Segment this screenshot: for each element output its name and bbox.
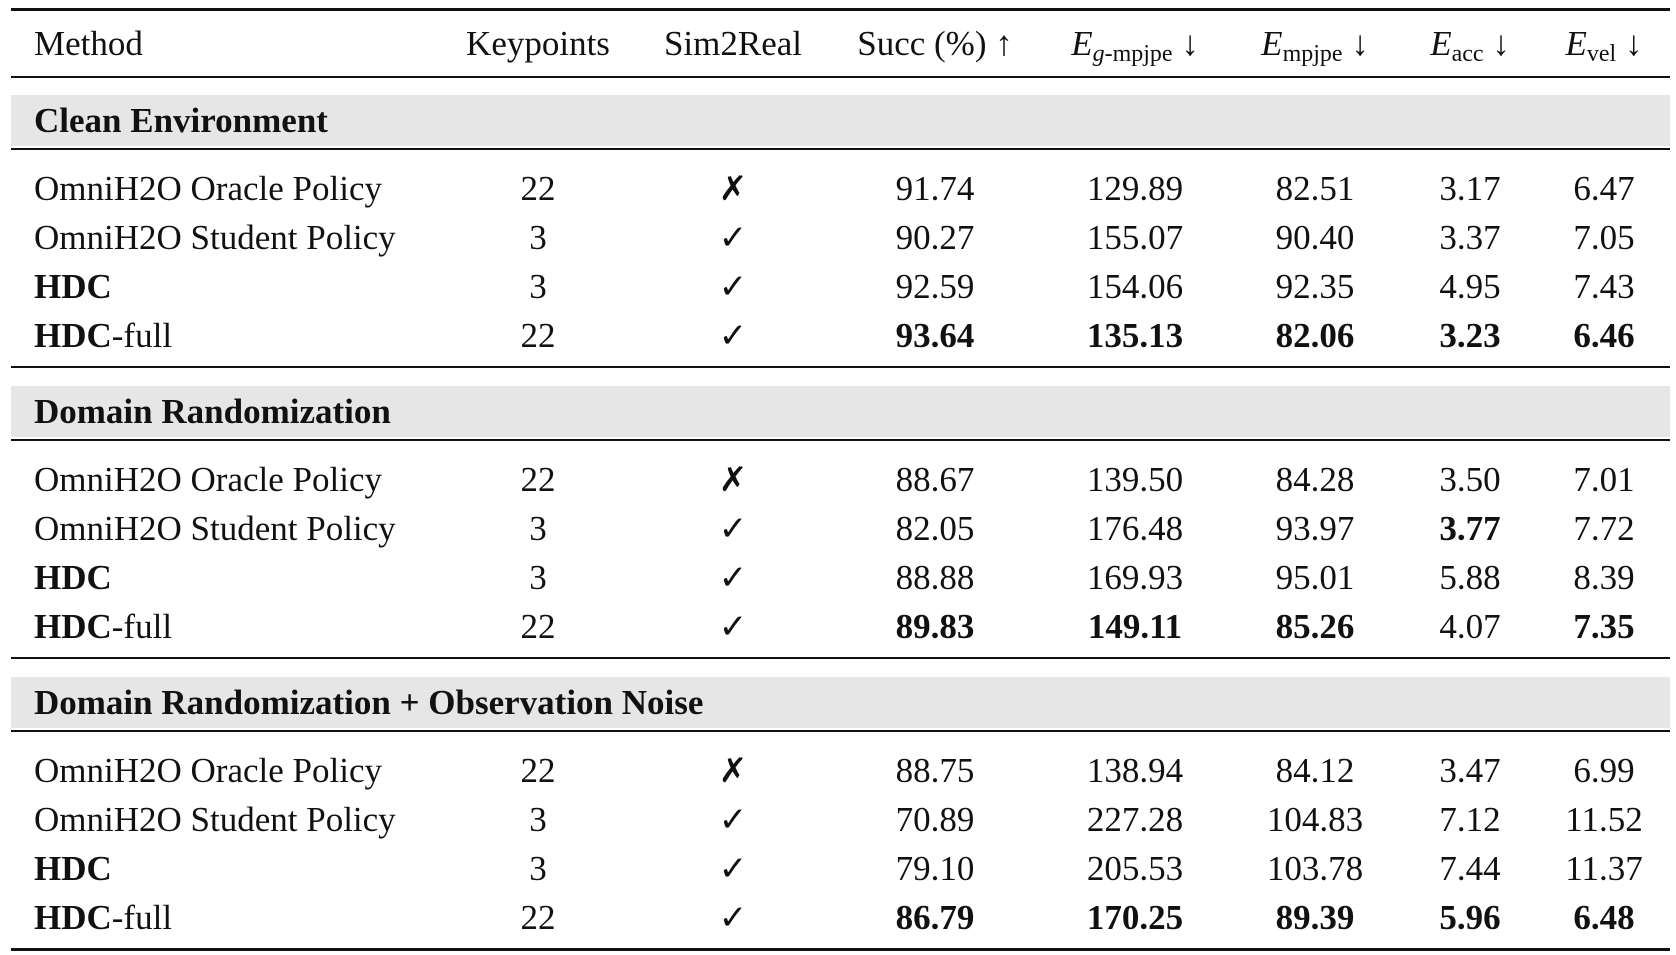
eacc-cell: 3.17 <box>1439 169 1501 208</box>
method-name-bold: HDC <box>34 267 112 306</box>
sim2real-cell <box>640 747 826 795</box>
sim2real-cell <box>640 505 826 553</box>
check-icon: ✓ <box>718 607 748 647</box>
evel-cell: 11.37 <box>1565 849 1643 888</box>
section-end-rule <box>11 657 1670 659</box>
keypoints-cell: 22 <box>520 898 556 937</box>
method-cell <box>34 312 172 360</box>
eacc-cell: 3.77 <box>1439 509 1501 548</box>
sim2real-cell <box>640 456 826 504</box>
succ-cell: 70.89 <box>895 800 975 839</box>
eg-cell: 169.93 <box>1086 558 1184 597</box>
empjpe-cell: 92.35 <box>1275 267 1355 306</box>
method-cell <box>34 845 112 893</box>
eacc-cell: 7.44 <box>1439 849 1501 888</box>
sim2real-cell <box>640 603 826 651</box>
empjpe-cell: 90.40 <box>1275 218 1355 257</box>
method-name: OmniH2O Oracle Policy <box>34 751 382 790</box>
check-icon: ✓ <box>718 849 748 889</box>
succ-cell: 82.05 <box>895 509 975 548</box>
section-rule <box>11 439 1670 441</box>
evel-cell: 11.52 <box>1565 800 1643 839</box>
cross-icon: ✗ <box>718 460 748 500</box>
bottom-rule <box>11 948 1670 951</box>
method-name: -full <box>111 898 173 937</box>
eg-cell: 205.53 <box>1086 849 1184 888</box>
sim2real-cell <box>640 312 826 360</box>
eg-cell: 135.13 <box>1086 316 1184 355</box>
empjpe-cell: 93.97 <box>1275 509 1355 548</box>
eacc-cell: 3.37 <box>1439 218 1501 257</box>
header-e-g-mpjpe: $E_{g-mpjpe}$ ↓ <box>1071 24 1199 67</box>
evel-cell: 7.35 <box>1573 607 1635 646</box>
empjpe-cell: 103.78 <box>1266 849 1364 888</box>
check-icon: ✓ <box>718 800 748 840</box>
keypoints-cell: 3 <box>529 558 547 597</box>
method-name-bold: HDC <box>34 898 112 937</box>
method-name: OmniH2O Student Policy <box>34 218 396 257</box>
header-sim2real: Sim2Real <box>663 24 803 63</box>
eacc-cell: 4.95 <box>1439 267 1501 306</box>
check-icon: ✓ <box>718 316 748 356</box>
empjpe-cell: 89.39 <box>1275 898 1355 937</box>
cross-icon: ✗ <box>718 169 748 209</box>
eg-cell: 155.07 <box>1086 218 1184 257</box>
empjpe-cell: 84.12 <box>1275 751 1355 790</box>
method-cell <box>34 554 112 602</box>
eg-cell: 129.89 <box>1086 169 1184 208</box>
empjpe-cell: 104.83 <box>1266 800 1364 839</box>
evel-cell: 8.39 <box>1573 558 1635 597</box>
keypoints-cell: 22 <box>520 751 556 790</box>
method-cell <box>34 263 112 311</box>
method-cell <box>34 747 382 795</box>
evel-cell: 7.72 <box>1573 509 1635 548</box>
sim2real-cell <box>640 263 826 311</box>
eacc-cell: 3.47 <box>1439 751 1501 790</box>
succ-cell: 79.10 <box>895 849 975 888</box>
method-name-bold: HDC <box>34 607 112 646</box>
section-rule <box>11 730 1670 732</box>
method-name: OmniH2O Student Policy <box>34 509 396 548</box>
eacc-cell: 3.23 <box>1439 316 1501 355</box>
empjpe-cell: 82.51 <box>1275 169 1355 208</box>
evel-cell: 7.43 <box>1573 267 1635 306</box>
method-cell <box>34 894 172 942</box>
evel-cell: 6.48 <box>1573 898 1635 937</box>
keypoints-cell: 22 <box>520 460 556 499</box>
eacc-cell: 5.88 <box>1439 558 1501 597</box>
header-e-vel: $E_{vel}$ ↓ <box>1565 24 1643 67</box>
succ-cell: 89.83 <box>895 607 975 646</box>
sim2real-cell <box>640 796 826 844</box>
succ-cell: 91.74 <box>895 169 975 208</box>
method-name-bold: HDC <box>34 316 112 355</box>
check-icon: ✓ <box>718 509 748 549</box>
method-name: OmniH2O Oracle Policy <box>34 169 382 208</box>
method-cell <box>34 796 396 844</box>
evel-cell: 6.99 <box>1573 751 1635 790</box>
keypoints-cell: 3 <box>529 849 547 888</box>
method-cell <box>34 456 382 504</box>
eg-cell: 149.11 <box>1087 607 1183 646</box>
empjpe-cell: 82.06 <box>1275 316 1355 355</box>
eacc-cell: 4.07 <box>1439 607 1501 646</box>
method-name-bold: HDC <box>34 558 112 597</box>
succ-cell: 90.27 <box>895 218 975 257</box>
method-name: OmniH2O Student Policy <box>34 800 396 839</box>
keypoints-cell: 3 <box>529 800 547 839</box>
keypoints-cell: 3 <box>529 218 547 257</box>
eg-cell: 138.94 <box>1086 751 1184 790</box>
succ-cell: 88.88 <box>895 558 975 597</box>
succ-cell: 88.75 <box>895 751 975 790</box>
succ-cell: 86.79 <box>895 898 975 937</box>
method-name: -full <box>111 607 173 646</box>
cross-icon: ✗ <box>718 751 748 791</box>
eg-cell: 227.28 <box>1086 800 1184 839</box>
method-cell <box>34 505 396 553</box>
header-e-acc: $E_{acc}$ ↓ <box>1430 24 1510 67</box>
method-name: -full <box>111 316 173 355</box>
eg-cell: 154.06 <box>1086 267 1184 306</box>
header-keypoints: Keypoints <box>466 24 610 63</box>
evel-cell: 6.47 <box>1573 169 1635 208</box>
empjpe-cell: 85.26 <box>1275 607 1355 646</box>
succ-cell: 92.59 <box>895 267 975 306</box>
header-succ: Succ (%) ↑ <box>857 24 1013 63</box>
succ-cell: 93.64 <box>895 316 975 355</box>
section-title: Domain Randomization + Observation Noise <box>34 683 704 722</box>
method-name-bold: HDC <box>34 849 112 888</box>
section-end-rule <box>11 366 1670 368</box>
method-cell <box>34 603 172 651</box>
top-rule <box>11 8 1670 11</box>
eg-cell: 139.50 <box>1086 460 1184 499</box>
section-title: Clean Environment <box>34 101 328 140</box>
sim2real-cell <box>640 894 826 942</box>
evel-cell: 6.46 <box>1573 316 1635 355</box>
succ-cell: 88.67 <box>895 460 975 499</box>
eacc-cell: 7.12 <box>1439 800 1501 839</box>
section-rule <box>11 148 1670 150</box>
keypoints-cell: 3 <box>529 267 547 306</box>
evel-cell: 7.05 <box>1573 218 1635 257</box>
sim2real-cell <box>640 845 826 893</box>
check-icon: ✓ <box>718 898 748 938</box>
keypoints-cell: 22 <box>520 316 556 355</box>
header-rule <box>11 76 1670 78</box>
method-name: OmniH2O Oracle Policy <box>34 460 382 499</box>
eacc-cell: 5.96 <box>1439 898 1501 937</box>
sim2real-cell <box>640 554 826 602</box>
keypoints-cell: 22 <box>520 607 556 646</box>
empjpe-cell: 84.28 <box>1275 460 1355 499</box>
sim2real-cell <box>640 214 826 262</box>
eg-cell: 170.25 <box>1086 898 1184 937</box>
section-title: Domain Randomization <box>34 392 391 431</box>
method-cell <box>34 214 396 262</box>
keypoints-cell: 22 <box>520 169 556 208</box>
method-cell <box>34 165 382 213</box>
header-e-mpjpe: $E_{mpjpe}$ ↓ <box>1261 24 1369 67</box>
check-icon: ✓ <box>718 558 748 598</box>
evel-cell: 7.01 <box>1573 460 1635 499</box>
header-method: Method <box>34 24 143 63</box>
empjpe-cell: 95.01 <box>1275 558 1355 597</box>
check-icon: ✓ <box>718 267 748 307</box>
check-icon: ✓ <box>718 218 748 258</box>
eacc-cell: 3.50 <box>1439 460 1501 499</box>
sim2real-cell <box>640 165 826 213</box>
keypoints-cell: 3 <box>529 509 547 548</box>
eg-cell: 176.48 <box>1086 509 1184 548</box>
